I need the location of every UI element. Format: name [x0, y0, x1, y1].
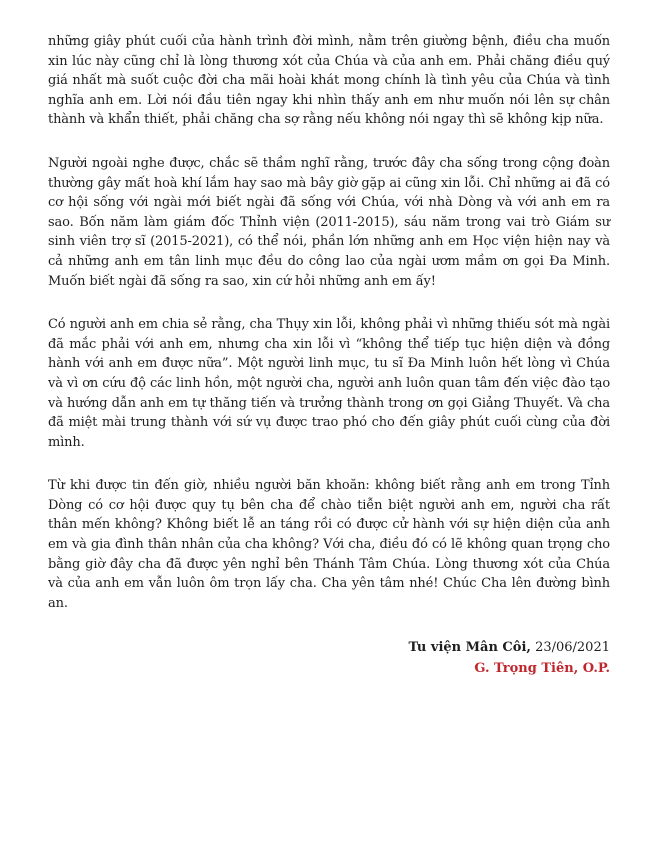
paragraph-2: Người ngoài nghe được, chắc sẽ thầm nghĩ rằng, trước đây cha sống trong cộng đoàn thường gây mất hoà khí lắm hay sao mà bây giờ gặp ai cũng xin lỗi. Chỉ những ai đã có cơ hội sống với ngài mới biết ngài đã sống với Chúa, với nhà Dòng và với anh em ra sao. Bốn năm làm giám đốc Thỉnh viện (2011-2015), sáu năm trong vai trò Giám sư sinh viên trợ sĩ (2015-2021), có thể nói, phần lớn những anh em Học viện hiện nay và cả những anh em tân linh mục đều do công lao của ngài ươm mầm ơn gọi Đa Minh. Muốn biết ngài đã sống ra sao, xin cứ hỏi những anh em ấy! — [48, 155, 610, 289]
signature-date: 23/06/2021 — [535, 640, 610, 656]
signature-block — [48, 637, 610, 679]
document-page — [48, 32, 610, 679]
signature-place-date-line — [48, 637, 610, 658]
paragraph-4: Từ khi được tin đến giờ, nhiều người băn khoăn: không biết rằng anh em trong Tỉnh Dòng có cơ hội được quy tụ bên cha để chào tiễn biệt người anh em, người cha rất thân mến không? Không biết lễ an táng rồi có được cử hành với sự hiện diện của anh em và gia đình thân nhân của cha không? Với cha, điều đó có lẽ không quan trọng cho bằng giờ đây cha đã được yên nghỉ bên Thánh Tâm Chúa. Lòng thương xót của Chúa và của anh em vẫn luôn ôm trọn lấy cha. Cha yên tâm nhé! Chúc Cha lên đường bình an. — [48, 478, 610, 611]
paragraph-3: Có người anh em chia sẻ rằng, cha Thụy xin lỗi, không phải vì những thiếu sót mà ngài đã mắc phải với anh em, nhưng cha xin lỗi vì “không thể tiếp tục hiện diện và đồng hành với anh em được nữa”. Một người linh mục, tu sĩ Đa Minh luôn hết lòng vì Chúa và vì ơn cứu độ các linh hồn, một người cha, người anh luôn quan tâm đến việc đào tạo và hướng dẫn anh em tự thăng tiến và trưởng thành trong ơn gọi Giảng Thuyết. Và cha đã miệt mài trung thành với sứ vụ được trao phó cho đến giây phút cuối cùng của đời mình. — [48, 317, 610, 450]
signature-place: Tu viện Mân Côi, — [408, 640, 531, 656]
paragraph-1: những giây phút cuối của hành trình đời mình, nằm trên giường bệnh, điều cha muốn xin lúc này cũng chỉ là lòng thương xót của Chúa và của anh em. Phải chăng điều quý giá nhất mà suốt cuộc đời cha mãi hoài khát mong chính là tình yêu của Chúa và tình nghĩa anh em. Lời nói đầu tiên ngay khi nhìn thấy anh em như muốn nói lên sự chân thành và khẩn thiết, phải chăng cha sợ rằng nếu không nói ngay thì sẽ không kịp nữa. — [48, 34, 610, 128]
signature-author: G. Trọng Tiên, O.P. — [474, 661, 610, 677]
